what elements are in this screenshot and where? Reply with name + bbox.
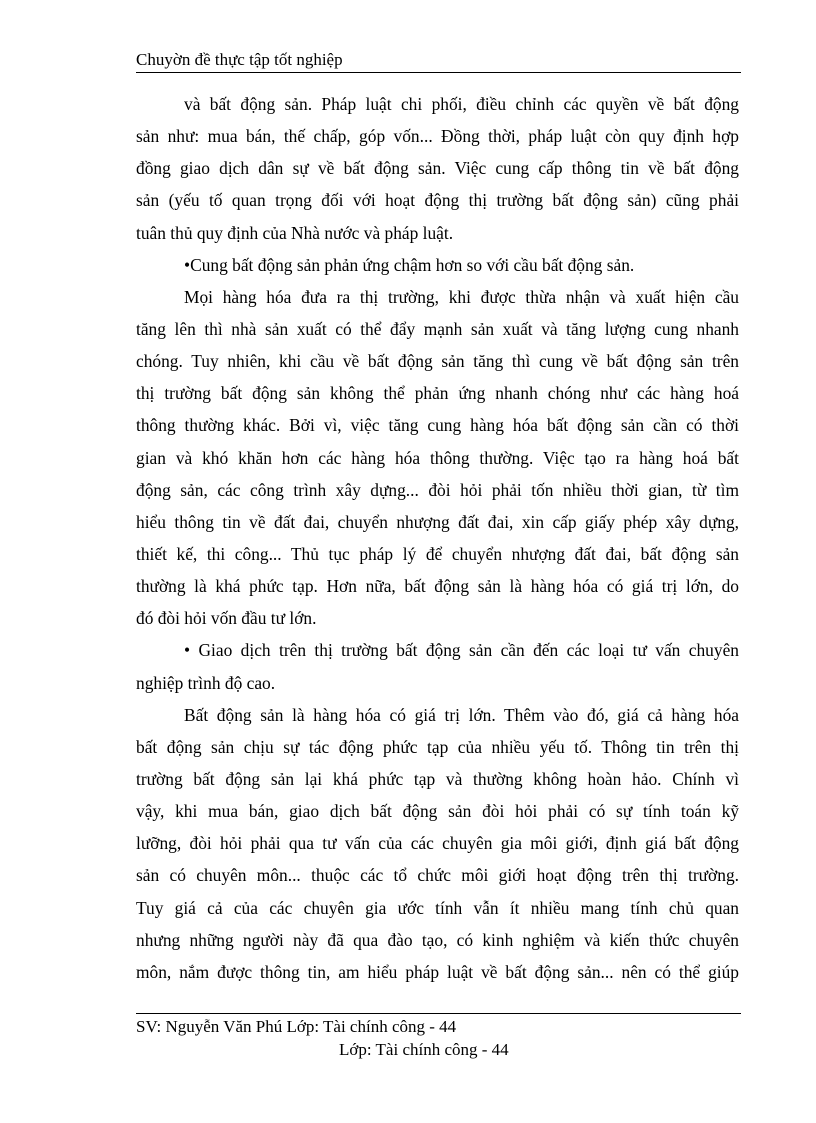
text-line: Mọi hàng hóa đưa ra thị trường, khi được thừa nhận và xuất hiện cầu bbox=[184, 286, 739, 307]
text-line: sản (yếu tố quan trọng đối với hoạt động thị trường bất động sản) cũng phải bbox=[136, 190, 739, 211]
text-line: lưỡng, đòi hỏi phải qua tư vấn của các chuyên gia môi giới, định giá bất động bbox=[136, 833, 739, 854]
text-line: môn, nắm được thông tin, am hiểu pháp luật về bất động sản... nên có thể giúp bbox=[136, 961, 739, 982]
bullet-heading: •Cung bất động sản phản ứng chậm hơn so với cầu bất động sản. bbox=[184, 254, 635, 275]
text-line: thông thường khác. Bởi vì, việc tăng cung hàng hóa bất động sản cần có thời bbox=[136, 415, 739, 436]
header-title: Chuyờn đề thực tập tốt nghiệp bbox=[136, 50, 343, 69]
text-line: gian và khó khăn hơn các hàng hóa thông thường. Việc tạo ra hàng hoá bất bbox=[136, 447, 739, 468]
text-line: nghiệp trình độ cao. bbox=[136, 672, 276, 693]
bullet-heading: • Giao dịch trên thị trường bất động sản cần đến các loại tư vấn chuyên bbox=[184, 640, 739, 661]
footer-student-info: SV: Nguyễn Văn Phú Lớp: Tài chính công - 44 bbox=[136, 1017, 457, 1036]
text-line: đồng giao dịch dân sự về bất động sản. Việc cung cấp thông tin về bất động bbox=[136, 158, 739, 179]
text-line: thiết kế, thi công... Thủ tục pháp lý để chuyển nhượng đất đai, bất động sản bbox=[136, 543, 739, 564]
text-line: và bất động sản. Pháp luật chi phối, điều chỉnh các quyền về bất động bbox=[184, 94, 739, 114]
text-line: động sản, các công trình xây dựng... đòi hỏi phải tốn nhiều thời gian, từ tìm bbox=[136, 479, 739, 500]
document-body bbox=[136, 88, 739, 988]
text-line: hiểu thông tin về đất đai, chuyển nhượng đất đai, xin cấp giấy phép xây dựng, bbox=[136, 511, 739, 532]
page-header bbox=[136, 48, 741, 73]
text-line: thị trường bất động sản không thể phản ứng nhanh chóng như các hàng hoá bbox=[136, 383, 739, 404]
footer-class-info: Lớp: Tài chính công - 44 bbox=[339, 1040, 509, 1059]
page-footer bbox=[136, 1013, 741, 1059]
text-line: sản như: mua bán, thế chấp, góp vốn... Đồng thời, pháp luật còn quy định hợp bbox=[136, 126, 739, 147]
text-line: thường là khá phức tạp. Hơn nữa, bất động sản là hàng hóa có giá trị lớn, do bbox=[136, 576, 739, 597]
text-line: Tuy giá cả của các chuyên gia ước tính vẫn ít nhiều mang tính chủ quan bbox=[136, 897, 739, 918]
text-line: tăng lên thì nhà sản xuất có thể đẩy mạnh sản xuất và tăng lượng cung nhanh bbox=[136, 318, 739, 339]
text-line: chóng. Tuy nhiên, khi cầu về bất động sản tăng thì cung về bất động sản trên bbox=[136, 351, 739, 372]
text-line: sản có chuyên môn... thuộc các tổ chức môi giới hoạt động trên thị trường. bbox=[136, 865, 739, 886]
text-line: Bất động sản là hàng hóa có giá trị lớn. Thêm vào đó, giá cả hàng hóa bbox=[184, 704, 739, 725]
text-line: nhưng những người này đã qua đào tạo, có kinh nghiệm và kiến thức chuyên bbox=[136, 929, 739, 950]
text-line: vậy, khi mua bán, giao dịch bất động sản đòi hỏi phải có sự tính toán kỹ bbox=[136, 801, 739, 822]
text-line: đó đòi hỏi vốn đầu tư lớn. bbox=[136, 608, 317, 629]
text-line: trường bất động sản lại khá phức tạp và thường không hoàn hảo. Chính vì bbox=[136, 768, 739, 789]
text-line: bất động sản chịu sự tác động phức tạp của nhiều yếu tố. Thông tin trên thị bbox=[136, 736, 739, 757]
text-line: tuân thủ quy định của Nhà nước và pháp luật. bbox=[136, 222, 454, 243]
